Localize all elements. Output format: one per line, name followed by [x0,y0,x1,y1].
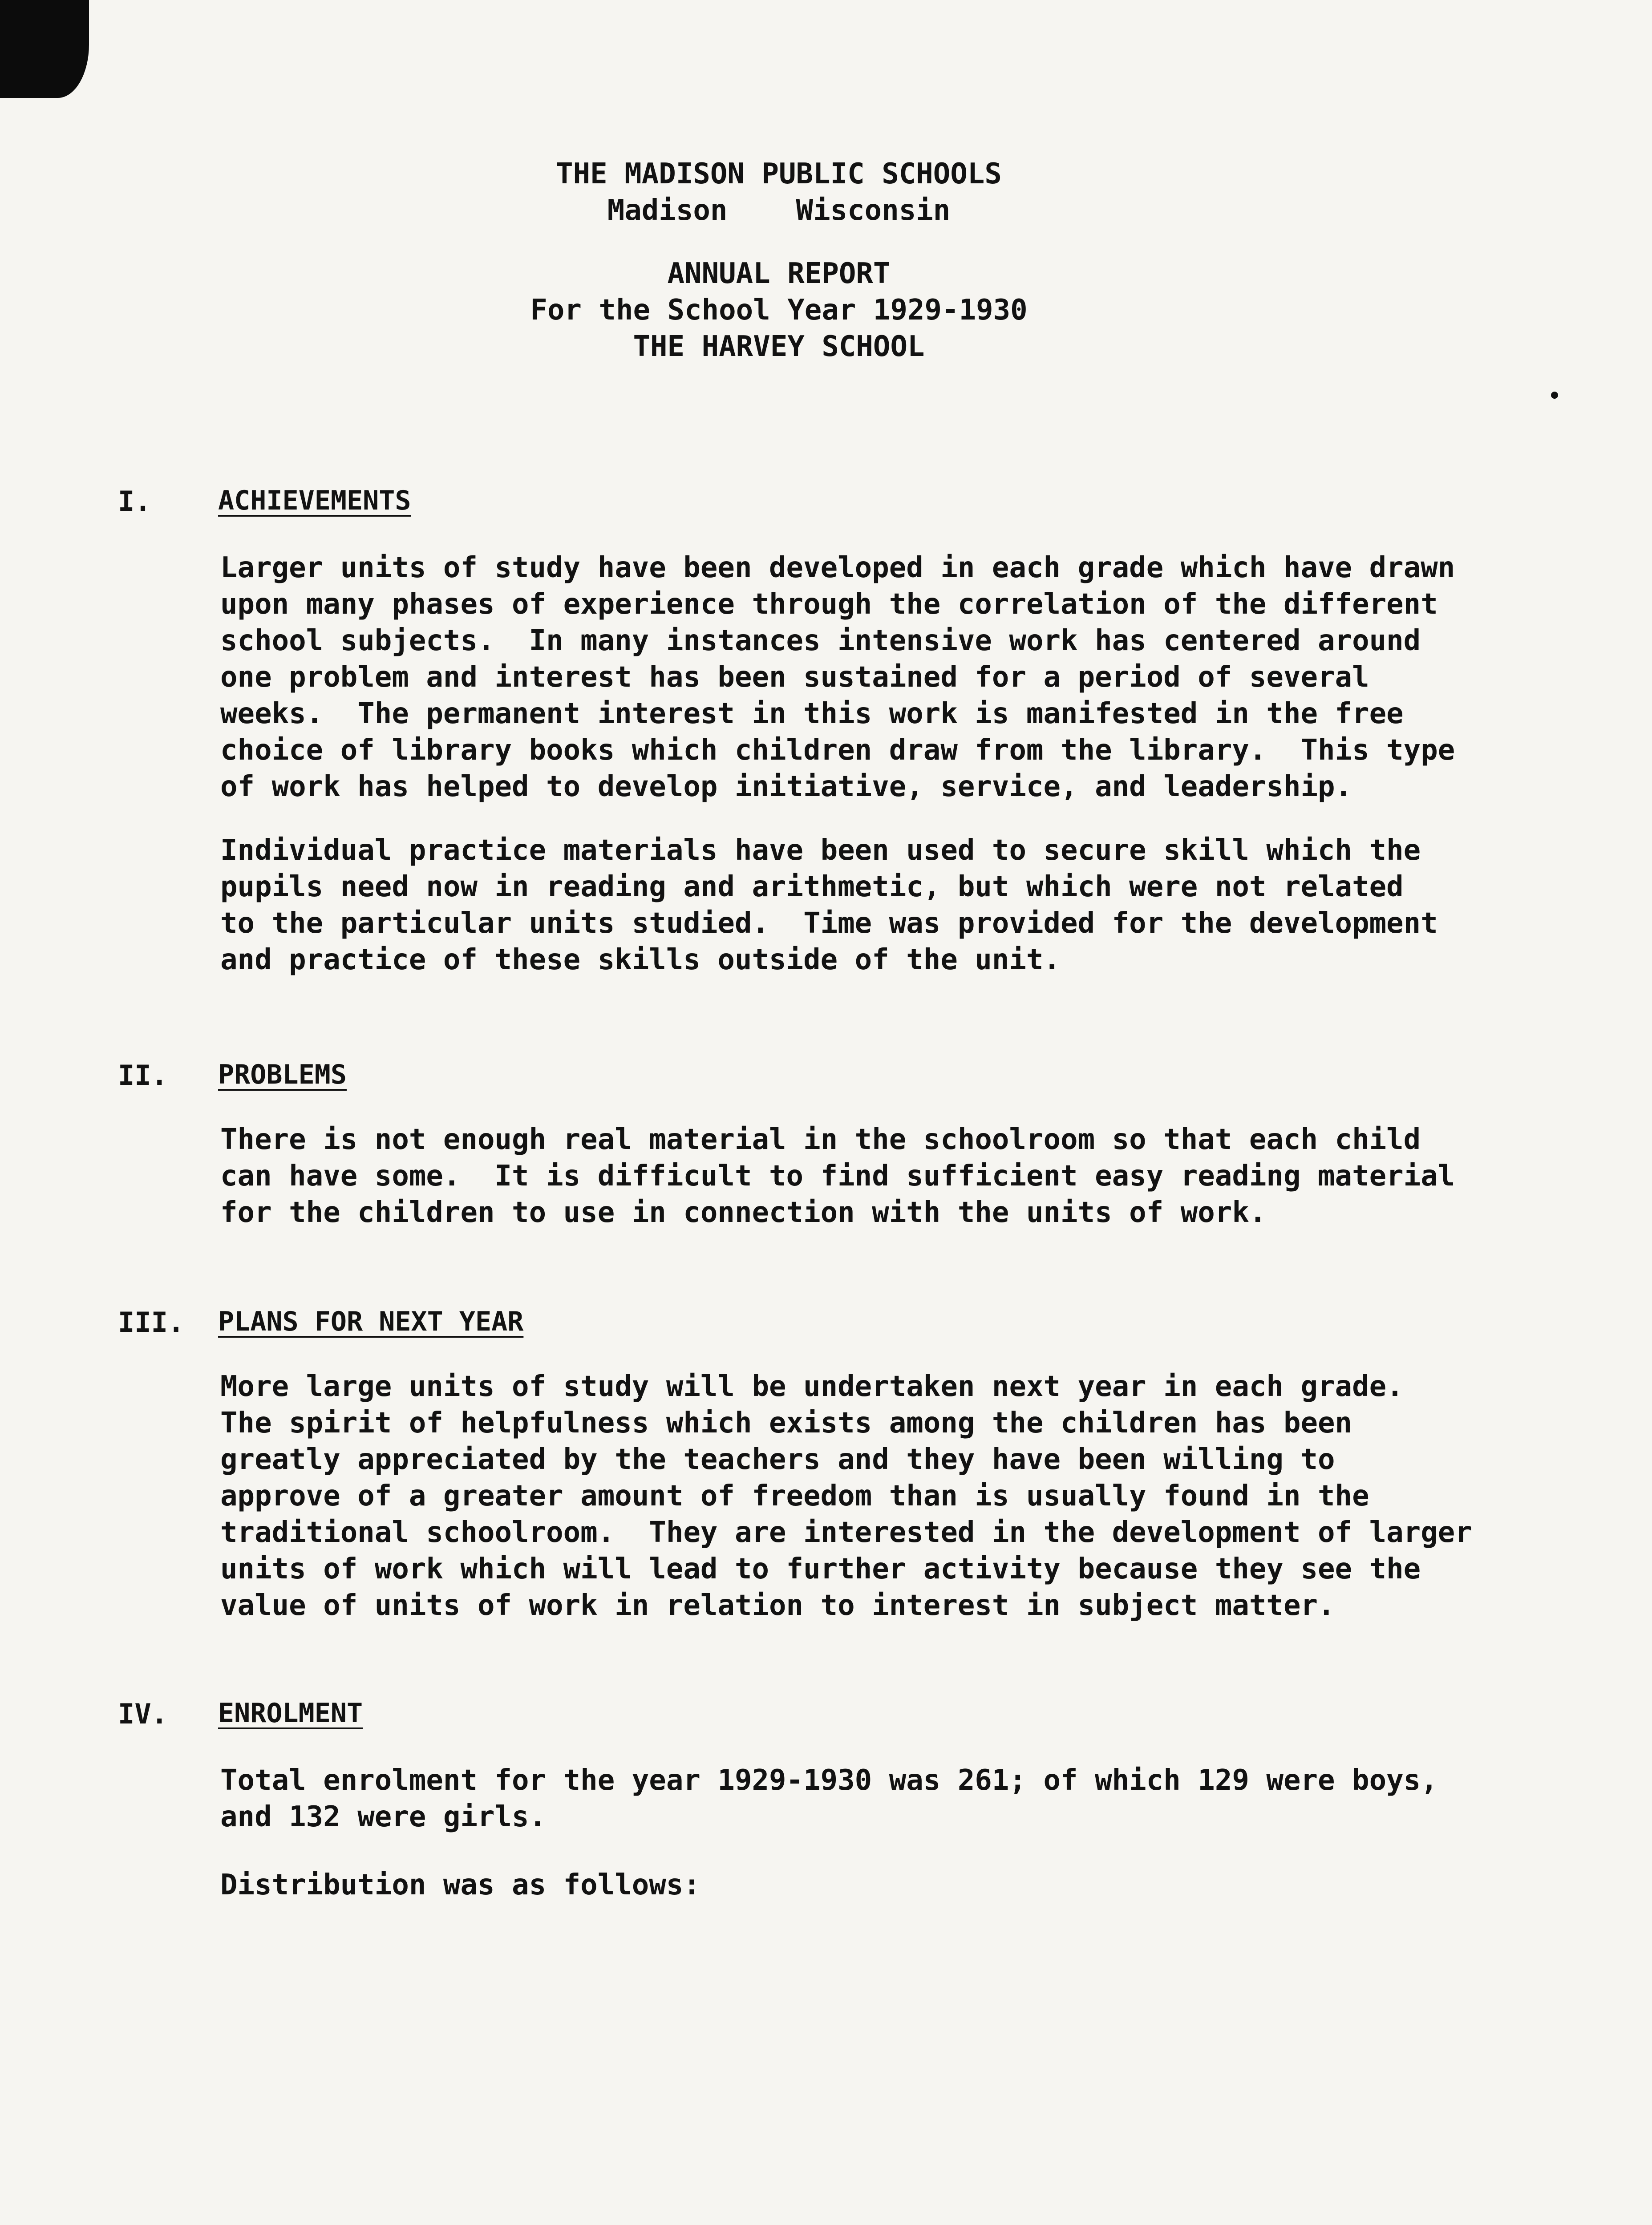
paragraph [220,550,1533,805]
text-line: pupils need now in reading and arithmetic, but which were not related [220,870,1404,903]
text-line: weeks. The permanent interest in this work is manifested in the free [220,697,1404,730]
text-line: Distribution was as follows: [220,1869,700,1901]
header-school-year: For the School Year 1929-1930 [530,294,1028,327]
section-number: II. [118,1059,168,1092]
text-line: to the particular units studied. Time was provided for the development [220,907,1438,940]
header-location: Madison Wisconsin [607,194,951,227]
header-school-name: THE HARVEY SCHOOL [633,330,925,363]
section-title: PLANS FOR NEXT YEAR [218,1306,524,1337]
text-line: can have some. It is difficult to find sufficient easy reading material [220,1160,1455,1193]
text-line: one problem and interest has been sustained for a period of several [220,661,1369,694]
text-line: school subjects. In many instances intensive work has centered around [220,624,1421,657]
scan-corner-mark [0,0,89,98]
text-line: value of units of work in relation to interest in subject matter. [220,1589,1335,1622]
paragraph [220,832,1533,978]
text-line: greatly appreciated by the teachers and they have been willing to [220,1443,1335,1476]
text-line: The spirit of helpfulness which exists among the children has been [220,1407,1352,1440]
text-line: traditional schoolroom. They are interested in the development of larger [220,1516,1472,1549]
text-line: choice of library books which children draw from the library. This type [220,734,1455,767]
ink-speck [1551,392,1558,399]
section-number: IV. [118,1698,168,1730]
section-title: PROBLEMS [218,1059,347,1090]
paragraph [220,1368,1533,1624]
section-title: ACHIEVEMENTS [218,485,411,516]
section-number: III. [118,1306,185,1339]
text-line: There is not enough real material in the schoolroom so that each child [220,1123,1421,1156]
text-line: Individual practice materials have been used to secure skill which the [220,834,1421,867]
section-title: ENROLMENT [218,1698,363,1729]
text-line: and 132 were girls. [220,1800,547,1833]
text-line: More large units of study will be undertaken next year in each grade. [220,1370,1404,1403]
text-line: upon many phases of experience through the correlation of the different [220,588,1438,621]
text-line: Larger units of study have been developed in each grade which have drawn [220,551,1455,584]
paragraph [220,1762,1533,1835]
text-line: approve of a greater amount of freedom than is usually found in the [220,1480,1369,1513]
header-report-title: ANNUAL REPORT [667,257,891,290]
text-line: of work has helped to develop initiative, service, and leadership. [220,770,1352,803]
text-line: Total enrolment for the year 1929-1930 was 261; of which 129 were boys, [220,1764,1438,1797]
text-line: units of work which will lead to further activity because they see the [220,1553,1421,1586]
text-line: for the children to use in connection with the units of work. [220,1196,1267,1229]
text-line: and practice of these skills outside of the unit. [220,943,1061,976]
document-header [445,156,1113,365]
section-number: I. [118,485,151,518]
header-institution: THE MADISON PUBLIC SCHOOLS [556,158,1002,190]
paragraph [220,1867,1533,1903]
paragraph [220,1121,1533,1231]
